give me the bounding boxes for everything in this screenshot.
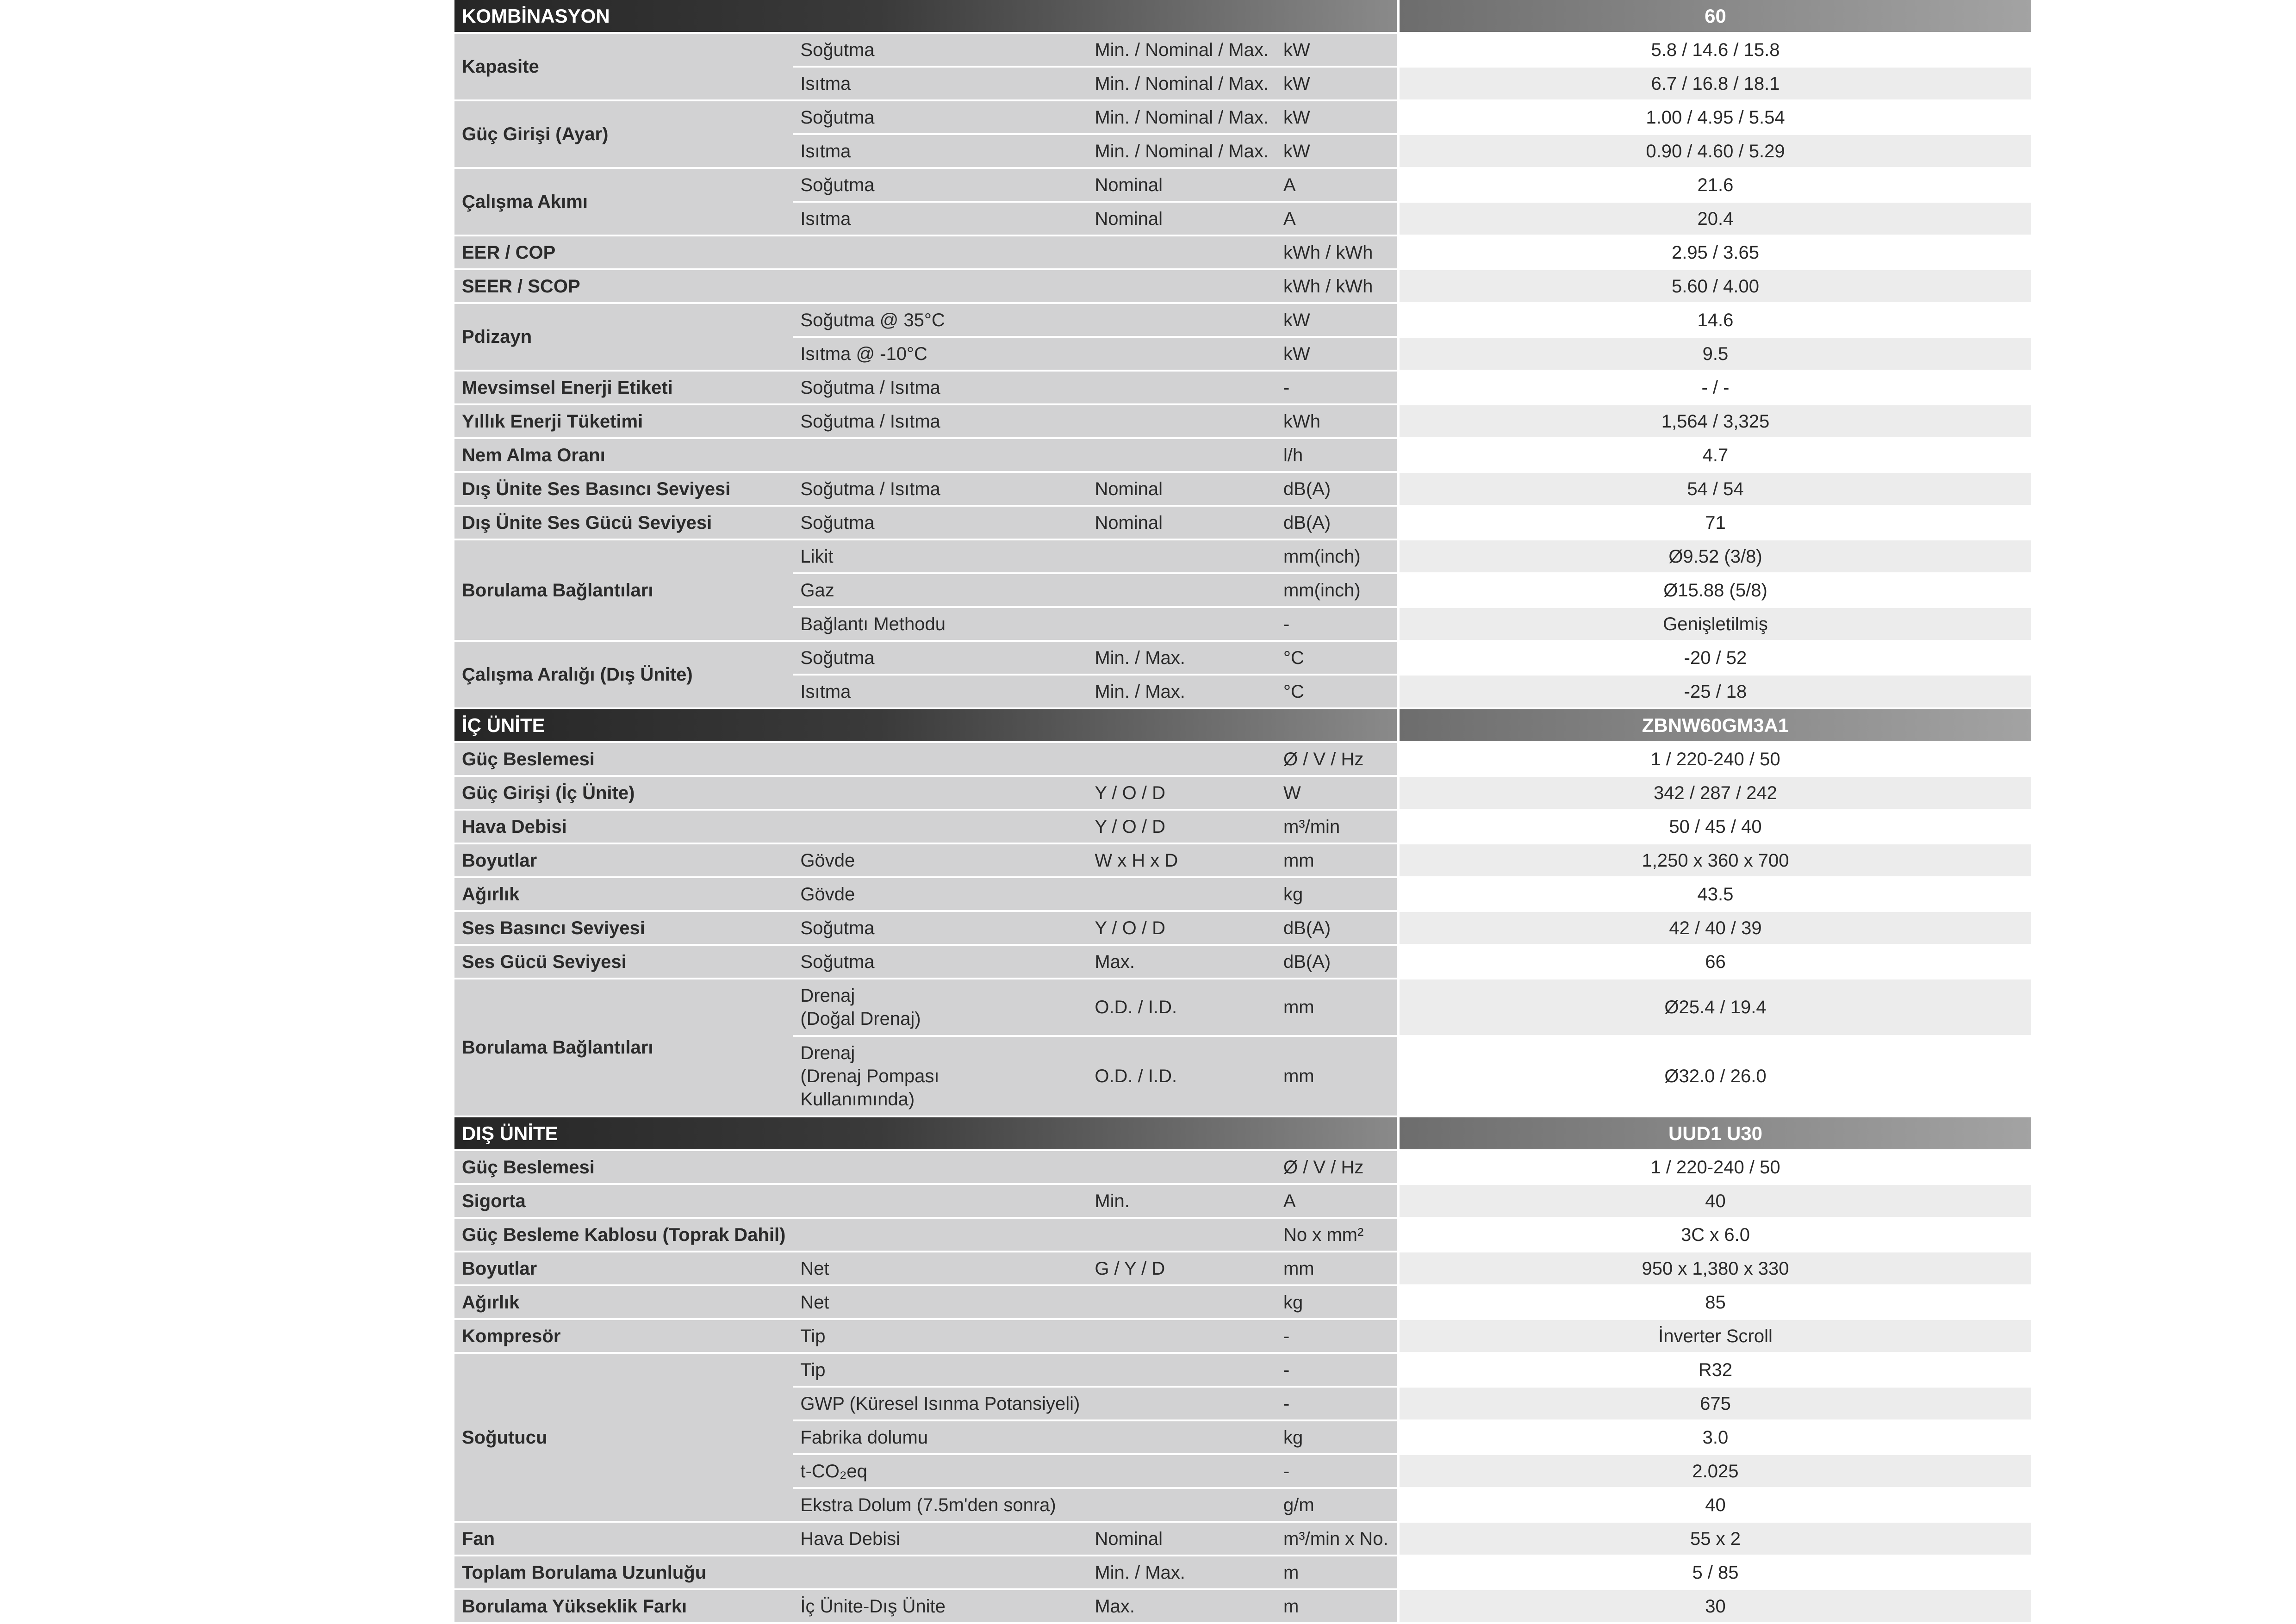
row-condition: O.D. / I.D. — [1087, 1037, 1276, 1117]
row-value: 1 / 220-240 / 50 — [1397, 1151, 2031, 1185]
table-row — [454, 1151, 2031, 1185]
row-value: 54 / 54 — [1397, 473, 2031, 507]
row-condition: Nominal — [1087, 169, 1276, 203]
row-value: R32 — [1397, 1354, 2031, 1388]
row-unit: W — [1276, 777, 1397, 811]
row-value: 85 — [1397, 1286, 2031, 1320]
table-row — [454, 473, 2031, 507]
row-condition: Min. / Max. — [1087, 642, 1276, 676]
row-label: Sigorta — [454, 1185, 793, 1219]
row-condition: Min. / Max. — [1087, 676, 1276, 709]
specification-table — [454, 0, 2031, 1624]
row-sub-label: Likit — [793, 540, 1087, 574]
row-unit: m³/min x No. — [1276, 1523, 1397, 1556]
section-model: 60 — [1397, 0, 2031, 34]
row-unit: kW — [1276, 68, 1397, 101]
row-value: Ø15.88 (5/8) — [1397, 574, 2031, 608]
row-sub-label: Isıtma — [793, 676, 1087, 709]
row-value: 2.025 — [1397, 1455, 2031, 1489]
row-condition: Nominal — [1087, 507, 1276, 540]
row-unit: - — [1276, 608, 1397, 642]
row-condition: Y / O / D — [1087, 811, 1276, 844]
row-unit: kg — [1276, 1421, 1397, 1455]
section-title: KOMBİNASYON — [454, 0, 1397, 34]
row-value: 5 / 85 — [1397, 1556, 2031, 1590]
row-unit: - — [1276, 372, 1397, 405]
row-condition — [1087, 1320, 1276, 1354]
row-condition: Y / O / D — [1087, 912, 1276, 946]
row-value: 6.7 / 16.8 / 18.1 — [1397, 68, 2031, 101]
row-sub-label — [793, 1185, 1087, 1219]
row-condition: Min. / Nominal / Max. — [1087, 68, 1276, 101]
row-label: Güç Girişi (İç Ünite) — [454, 777, 793, 811]
row-unit: No x mm² — [1276, 1219, 1397, 1252]
table-row — [454, 169, 2031, 203]
row-label: Güç Girişi (Ayar) — [454, 101, 793, 169]
row-sub-label: Isıtma @ -10°C — [793, 338, 1087, 372]
row-sub-label: Drenaj (Drenaj Pompası Kullanımında) — [793, 1037, 1087, 1117]
row-value: 21.6 — [1397, 169, 2031, 203]
row-value: 1,250 x 360 x 700 — [1397, 844, 2031, 878]
row-unit: kW — [1276, 34, 1397, 68]
row-unit: kg — [1276, 1286, 1397, 1320]
row-label: SEER / SCOP — [454, 270, 793, 304]
row-value: 675 — [1397, 1388, 2031, 1421]
row-value: 1,564 / 3,325 — [1397, 405, 2031, 439]
row-value: 4.7 — [1397, 439, 2031, 473]
row-condition: Y / O / D — [1087, 777, 1276, 811]
row-sub-label: Soğutma — [793, 34, 1087, 68]
table-row — [454, 1523, 2031, 1556]
row-unit: kWh / kWh — [1276, 236, 1397, 270]
row-label: Pdizayn — [454, 304, 793, 372]
row-label: Ses Gücü Seviyesi — [454, 946, 793, 979]
table-row — [454, 507, 2031, 540]
row-value: 55 x 2 — [1397, 1523, 2031, 1556]
row-sub-label: Gövde — [793, 844, 1087, 878]
row-unit: - — [1276, 1388, 1397, 1421]
row-condition — [1087, 878, 1276, 912]
row-condition — [1087, 439, 1276, 473]
table-row — [454, 405, 2031, 439]
table-row — [454, 236, 2031, 270]
row-value: 1 / 220-240 / 50 — [1397, 743, 2031, 777]
row-value: 14.6 — [1397, 304, 2031, 338]
row-unit: mm(inch) — [1276, 540, 1397, 574]
row-condition: W x H x D — [1087, 844, 1276, 878]
row-label: Yıllık Enerji Tüketimi — [454, 405, 793, 439]
row-unit: kWh — [1276, 405, 1397, 439]
row-value: Ø25.4 / 19.4 — [1397, 979, 2031, 1037]
row-condition: Max. — [1087, 1590, 1276, 1624]
table-row — [454, 878, 2031, 912]
row-unit: Ø / V / Hz — [1276, 1151, 1397, 1185]
row-sub-label: Bağlantı Methodu — [793, 608, 1087, 642]
table-row — [454, 1320, 2031, 1354]
row-label: Boyutlar — [454, 1252, 793, 1286]
row-condition: Min. / Nominal / Max. — [1087, 135, 1276, 169]
row-unit: m — [1276, 1590, 1397, 1624]
row-sub-label: İç Ünite-Dış Ünite — [793, 1590, 1087, 1624]
row-label: Ses Basıncı Seviyesi — [454, 912, 793, 946]
row-value: 50 / 45 / 40 — [1397, 811, 2031, 844]
row-condition — [1087, 1286, 1276, 1320]
table-row — [454, 811, 2031, 844]
spec-sheet — [454, 0, 2031, 1624]
section-header-kombinasyon — [454, 0, 2031, 34]
row-label: Dış Ünite Ses Gücü Seviyesi — [454, 507, 793, 540]
table-row — [454, 1252, 2031, 1286]
row-value: -20 / 52 — [1397, 642, 2031, 676]
table-row — [454, 372, 2031, 405]
table-row — [454, 1354, 2031, 1388]
table-row — [454, 912, 2031, 946]
table-row — [454, 844, 2031, 878]
row-sub-label: GWP (Küresel Isınma Potansiyeli) — [793, 1388, 1087, 1421]
row-sub-label — [793, 743, 1087, 777]
section-model: UUD1 U30 — [1397, 1117, 2031, 1151]
row-value: 9.5 — [1397, 338, 2031, 372]
row-sub-label — [793, 236, 1087, 270]
row-unit: - — [1276, 1320, 1397, 1354]
row-unit: mm(inch) — [1276, 574, 1397, 608]
row-unit: m³/min — [1276, 811, 1397, 844]
row-condition: Max. — [1087, 946, 1276, 979]
row-condition — [1087, 270, 1276, 304]
row-condition: Min. / Max. — [1087, 1556, 1276, 1590]
row-value: 3.0 — [1397, 1421, 2031, 1455]
row-sub-label: Ekstra Dolum (7.5m'den sonra) — [793, 1489, 1087, 1523]
row-value: Ø9.52 (3/8) — [1397, 540, 2031, 574]
table-row — [454, 34, 2031, 68]
row-unit: - — [1276, 1354, 1397, 1388]
row-condition: Min. — [1087, 1185, 1276, 1219]
row-label: Kapasite — [454, 34, 793, 101]
row-unit: A — [1276, 169, 1397, 203]
row-unit: kW — [1276, 101, 1397, 135]
row-unit: - — [1276, 1455, 1397, 1489]
table-row — [454, 1286, 2031, 1320]
row-value: Genişletilmiş — [1397, 608, 2031, 642]
row-label: Nem Alma Oranı — [454, 439, 793, 473]
row-condition — [1087, 1489, 1276, 1523]
section-header-dis-unite — [454, 1117, 2031, 1151]
row-condition — [1087, 372, 1276, 405]
row-label: Çalışma Akımı — [454, 169, 793, 236]
row-unit: mm — [1276, 844, 1397, 878]
row-value: 1.00 / 4.95 / 5.54 — [1397, 101, 2031, 135]
row-label: Mevsimsel Enerji Etiketi — [454, 372, 793, 405]
row-sub-label — [793, 811, 1087, 844]
row-condition — [1087, 1455, 1276, 1489]
row-label: Soğutucu — [454, 1354, 793, 1523]
row-sub-label: Soğutma — [793, 169, 1087, 203]
row-label: EER / COP — [454, 236, 793, 270]
table-row — [454, 1185, 2031, 1219]
row-condition — [1087, 1219, 1276, 1252]
row-condition — [1087, 405, 1276, 439]
table-row — [454, 270, 2031, 304]
row-value: 950 x 1,380 x 330 — [1397, 1252, 2031, 1286]
row-unit: mm — [1276, 1252, 1397, 1286]
row-sub-label — [793, 1151, 1087, 1185]
row-sub-label: Isıtma — [793, 203, 1087, 236]
row-label: Borulama Bağlantıları — [454, 540, 793, 642]
row-condition — [1087, 1388, 1276, 1421]
section-title: DIŞ ÜNİTE — [454, 1117, 1397, 1151]
row-value: 5.60 / 4.00 — [1397, 270, 2031, 304]
section-header-ic-unite — [454, 709, 2031, 743]
table-row — [454, 101, 2031, 135]
row-label: Güç Besleme Kablosu (Toprak Dahil) — [454, 1219, 793, 1252]
row-sub-label — [793, 439, 1087, 473]
row-label: Borulama Yükseklik Farkı — [454, 1590, 793, 1624]
row-sub-label: Net — [793, 1286, 1087, 1320]
row-sub-label: Soğutma / Isıtma — [793, 473, 1087, 507]
row-value: 3C x 6.0 — [1397, 1219, 2031, 1252]
row-value: 71 — [1397, 507, 2031, 540]
row-unit: kWh / kWh — [1276, 270, 1397, 304]
row-value: 5.8 / 14.6 / 15.8 — [1397, 34, 2031, 68]
row-condition: Nominal — [1087, 473, 1276, 507]
row-unit: kW — [1276, 304, 1397, 338]
table-row — [454, 777, 2031, 811]
row-condition — [1087, 608, 1276, 642]
row-value: -25 / 18 — [1397, 676, 2031, 709]
row-value: 2.95 / 3.65 — [1397, 236, 2031, 270]
row-unit: °C — [1276, 642, 1397, 676]
row-condition: Nominal — [1087, 203, 1276, 236]
row-value: 0.90 / 4.60 / 5.29 — [1397, 135, 2031, 169]
row-value: 40 — [1397, 1489, 2031, 1523]
row-condition: Min. / Nominal / Max. — [1087, 34, 1276, 68]
row-sub-label: Isıtma — [793, 135, 1087, 169]
row-unit: mm — [1276, 1037, 1397, 1117]
row-label: Ağırlık — [454, 878, 793, 912]
row-value: 30 — [1397, 1590, 2031, 1624]
row-value: 40 — [1397, 1185, 2031, 1219]
row-sub-label: Soğutma / Isıtma — [793, 372, 1087, 405]
row-unit: dB(A) — [1276, 473, 1397, 507]
row-label: Güç Beslemesi — [454, 743, 793, 777]
row-sub-label: Soğutma @ 35°C — [793, 304, 1087, 338]
row-condition — [1087, 743, 1276, 777]
row-sub-label: Tip — [793, 1354, 1087, 1388]
row-condition — [1087, 236, 1276, 270]
section-model: ZBNW60GM3A1 — [1397, 709, 2031, 743]
table-row — [454, 540, 2031, 574]
row-condition: Nominal — [1087, 1523, 1276, 1556]
row-label: Fan — [454, 1523, 793, 1556]
row-value: 42 / 40 / 39 — [1397, 912, 2031, 946]
row-unit: g/m — [1276, 1489, 1397, 1523]
row-unit: kW — [1276, 338, 1397, 372]
row-condition — [1087, 304, 1276, 338]
row-unit: A — [1276, 203, 1397, 236]
row-sub-label: Soğutma — [793, 642, 1087, 676]
table-row — [454, 1219, 2031, 1252]
row-label: Kompresör — [454, 1320, 793, 1354]
row-condition — [1087, 574, 1276, 608]
row-condition — [1087, 1151, 1276, 1185]
row-unit: m — [1276, 1556, 1397, 1590]
row-value: Ø32.0 / 26.0 — [1397, 1037, 2031, 1117]
row-label: Hava Debisi — [454, 811, 793, 844]
row-unit: kW — [1276, 135, 1397, 169]
row-value: - / - — [1397, 372, 2031, 405]
table-row — [454, 946, 2031, 979]
row-condition — [1087, 540, 1276, 574]
row-sub-label: t-CO₂eq — [793, 1455, 1087, 1489]
row-unit: dB(A) — [1276, 507, 1397, 540]
row-sub-label — [793, 777, 1087, 811]
row-value: 43.5 — [1397, 878, 2031, 912]
row-label: Boyutlar — [454, 844, 793, 878]
table-row — [454, 1590, 2031, 1624]
table-row — [454, 743, 2031, 777]
row-value: İnverter Scroll — [1397, 1320, 2031, 1354]
row-sub-label: Soğutma — [793, 101, 1087, 135]
row-unit: l/h — [1276, 439, 1397, 473]
table-row — [454, 1556, 2031, 1590]
row-condition — [1087, 1354, 1276, 1388]
row-condition: O.D. / I.D. — [1087, 979, 1276, 1037]
row-unit: °C — [1276, 676, 1397, 709]
row-label: Dış Ünite Ses Basıncı Seviyesi — [454, 473, 793, 507]
row-value: 342 / 287 / 242 — [1397, 777, 2031, 811]
row-condition: Min. / Nominal / Max. — [1087, 101, 1276, 135]
table-row — [454, 642, 2031, 676]
row-unit: Ø / V / Hz — [1276, 743, 1397, 777]
row-condition — [1087, 338, 1276, 372]
row-value: 66 — [1397, 946, 2031, 979]
row-value: 20.4 — [1397, 203, 2031, 236]
row-sub-label — [793, 270, 1087, 304]
row-sub-label: Gaz — [793, 574, 1087, 608]
row-unit: dB(A) — [1276, 912, 1397, 946]
row-sub-label: Soğutma — [793, 946, 1087, 979]
row-sub-label: Net — [793, 1252, 1087, 1286]
row-label: Ağırlık — [454, 1286, 793, 1320]
table-row — [454, 304, 2031, 338]
row-sub-label — [793, 1219, 1087, 1252]
row-sub-label: Tip — [793, 1320, 1087, 1354]
table-row — [454, 439, 2031, 473]
row-sub-label: Soğutma — [793, 507, 1087, 540]
row-condition: G / Y / D — [1087, 1252, 1276, 1286]
row-label: Çalışma Aralığı (Dış Ünite) — [454, 642, 793, 709]
row-sub-label: Soğutma — [793, 912, 1087, 946]
row-unit: dB(A) — [1276, 946, 1397, 979]
row-unit: mm — [1276, 979, 1397, 1037]
row-label: Toplam Borulama Uzunluğu — [454, 1556, 793, 1590]
row-sub-label: Hava Debisi — [793, 1523, 1087, 1556]
row-unit: A — [1276, 1185, 1397, 1219]
row-sub-label — [793, 1556, 1087, 1590]
section-title: İÇ ÜNİTE — [454, 709, 1397, 743]
table-row — [454, 979, 2031, 1037]
row-sub-label: Gövde — [793, 878, 1087, 912]
row-unit: kg — [1276, 878, 1397, 912]
row-condition — [1087, 1421, 1276, 1455]
row-label: Güç Beslemesi — [454, 1151, 793, 1185]
row-sub-label: Isıtma — [793, 68, 1087, 101]
row-label: Borulama Bağlantıları — [454, 979, 793, 1117]
row-sub-label: Soğutma / Isıtma — [793, 405, 1087, 439]
row-sub-label: Fabrika dolumu — [793, 1421, 1087, 1455]
row-sub-label: Drenaj (Doğal Drenaj) — [793, 979, 1087, 1037]
